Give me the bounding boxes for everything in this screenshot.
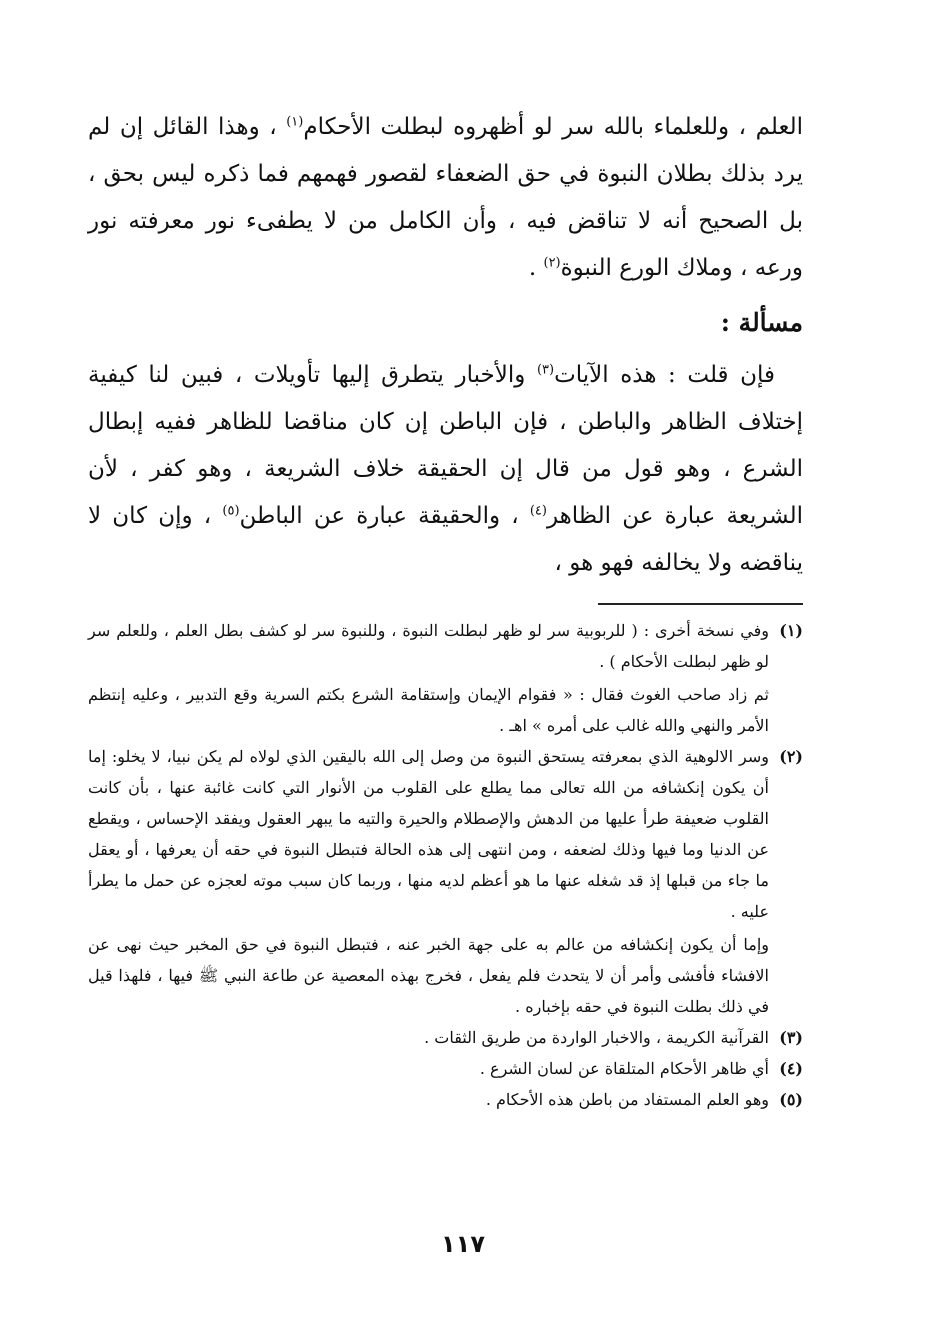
footnote-text: القرآنية الكريمة ، والاخبار الواردة من طريق الثقات . (424, 1028, 769, 1047)
footnote-ref-2[interactable]: (٢) (543, 255, 561, 271)
footnote-text: وفي نسخة أخرى : ( للربوبية سر لو ظهر لبطلت النبوة ، وللنبوة سر لو كشف بطل العلم ، وللعلم سر لو ظهر لبطلت الأحكام ) . (88, 621, 769, 671)
footnote-ref-1[interactable]: (١) (286, 114, 304, 130)
footnote-number: (٥) (779, 1090, 803, 1109)
footnote-text: وإما أن يكون إنكشافه من عالم به على جهة الخبر عنه ، فتبطل النبوة في حق المخبر حيث نهى عن الافشاء فأفشى وأمر أن لا يتحدث فلم يفعل ، فخرج بهذه المعصية عن طاعة النبي ﷺ فيها ، فلهذا قيل في ذلك بطلت النبوة في حقه بإخباره . (88, 935, 769, 1016)
page-content (88, 104, 803, 1304)
footnotes (88, 615, 803, 1115)
footnote-text: وهو العلم المستفاد من باطن هذه الأحكام . (485, 1090, 769, 1109)
footnote-4 (88, 1053, 803, 1084)
footnote-5 (88, 1084, 803, 1115)
main-text (88, 104, 803, 587)
footnote-ref-4[interactable]: (٤) (529, 503, 547, 519)
footnote-body (88, 1022, 769, 1053)
footnote-1 (88, 615, 803, 741)
footnote-text: أي ظاهر الأحكام المتلقاة عن لسان الشرع . (479, 1059, 769, 1078)
footnote-number: (٤) (779, 1059, 803, 1078)
footnote-number: (٢) (779, 747, 803, 766)
section-heading: مسألة : (720, 308, 803, 337)
page-number: ١١٧ (441, 1230, 485, 1258)
footnote-ref-5[interactable]: (٥) (222, 503, 240, 519)
footnote-ref-3[interactable]: (٣) (536, 362, 555, 378)
footnote-2 (88, 741, 803, 1022)
footnote-body (88, 741, 769, 1022)
footnote-text: ثم زاد صاحب الغوث فقال : « فقوام الإيمان وإستقامة الشرع بكتم السرية وقع التدبير ، وعليه إنتظم الأمر والنهي والله غالب على أمره » اهـ . (88, 685, 769, 735)
main-paragraph-1: العلم ، وللعلماء بالله سر لو أظهروه لبطلت الأحكام$^{(١)}$ ، وهذا القائل إن لم يرد بذلك بطلان النبوة في حق الضعفاء لقصور فهمهم فما ذكره ليس بحق ، بل الصحيح أنه لا تناقض فيه ، وأن الكامل من لا يطفىء نور معرفته نور ورعه ، وملاك الورع النبوة$^{(٢)}$ . (88, 114, 803, 281)
footnote-3 (88, 1022, 803, 1053)
footnote-number: (١) (779, 621, 803, 640)
footnote-body (88, 1084, 769, 1115)
footnote-body (88, 1053, 769, 1084)
footnote-number: (٣) (779, 1028, 803, 1047)
main-paragraph-2: فإن قلت : هذه الآيات$^{(٣)}$ والأخبار يتطرق إليها تأويلات ، فبين لنا كيفية إختلاف الظاهر والباطن ، فإن الباطن إن كان مناقضا للظاهر ففيه إبطال الشرع ، وهو قول من قال إن الحقيقة خلاف الشريعة ، وهو كفر ، لأن الشريعة عبارة عن الظاهر$^{(٤)}$ ، والحقيقة عبارة عن الباطن$^{(٥)}$ ، وإن كان لا يناقضه ولا يخالفه فهو هو ، (88, 362, 803, 576)
footnote-body (88, 615, 769, 741)
footnote-divider (598, 603, 803, 605)
footnote-text: وسر الالوهية الذي بمعرفته يستحق النبوة من وصل إلى الله باليقين الذي لولاه لم يكن نبيا، لا يخلو: إما أن يكون إنكشافه من الله تعالى مما يطلع على القلوب من الأنوار التي كانت غائبة عنها ، بأن كانت القلوب ضعيفة طرأ عليها من الدهش والإصطلام والحيرة والتيه ما يبهر العقول ويفقد الإحساس ، ويقطع عن الدنيا وما فيها وذلك لضعفه ، ومن انتهى إلى هذه الحالة فتبطل النبوة في حقه أن يعرفها ، أو يعقل ما جاء من قبلها إذ قد شغله عنها ما هو أعظم لديه منها ، وربما كان سبب موته لعجزه عن حمل ما يطرأ عليه . (88, 747, 770, 921)
